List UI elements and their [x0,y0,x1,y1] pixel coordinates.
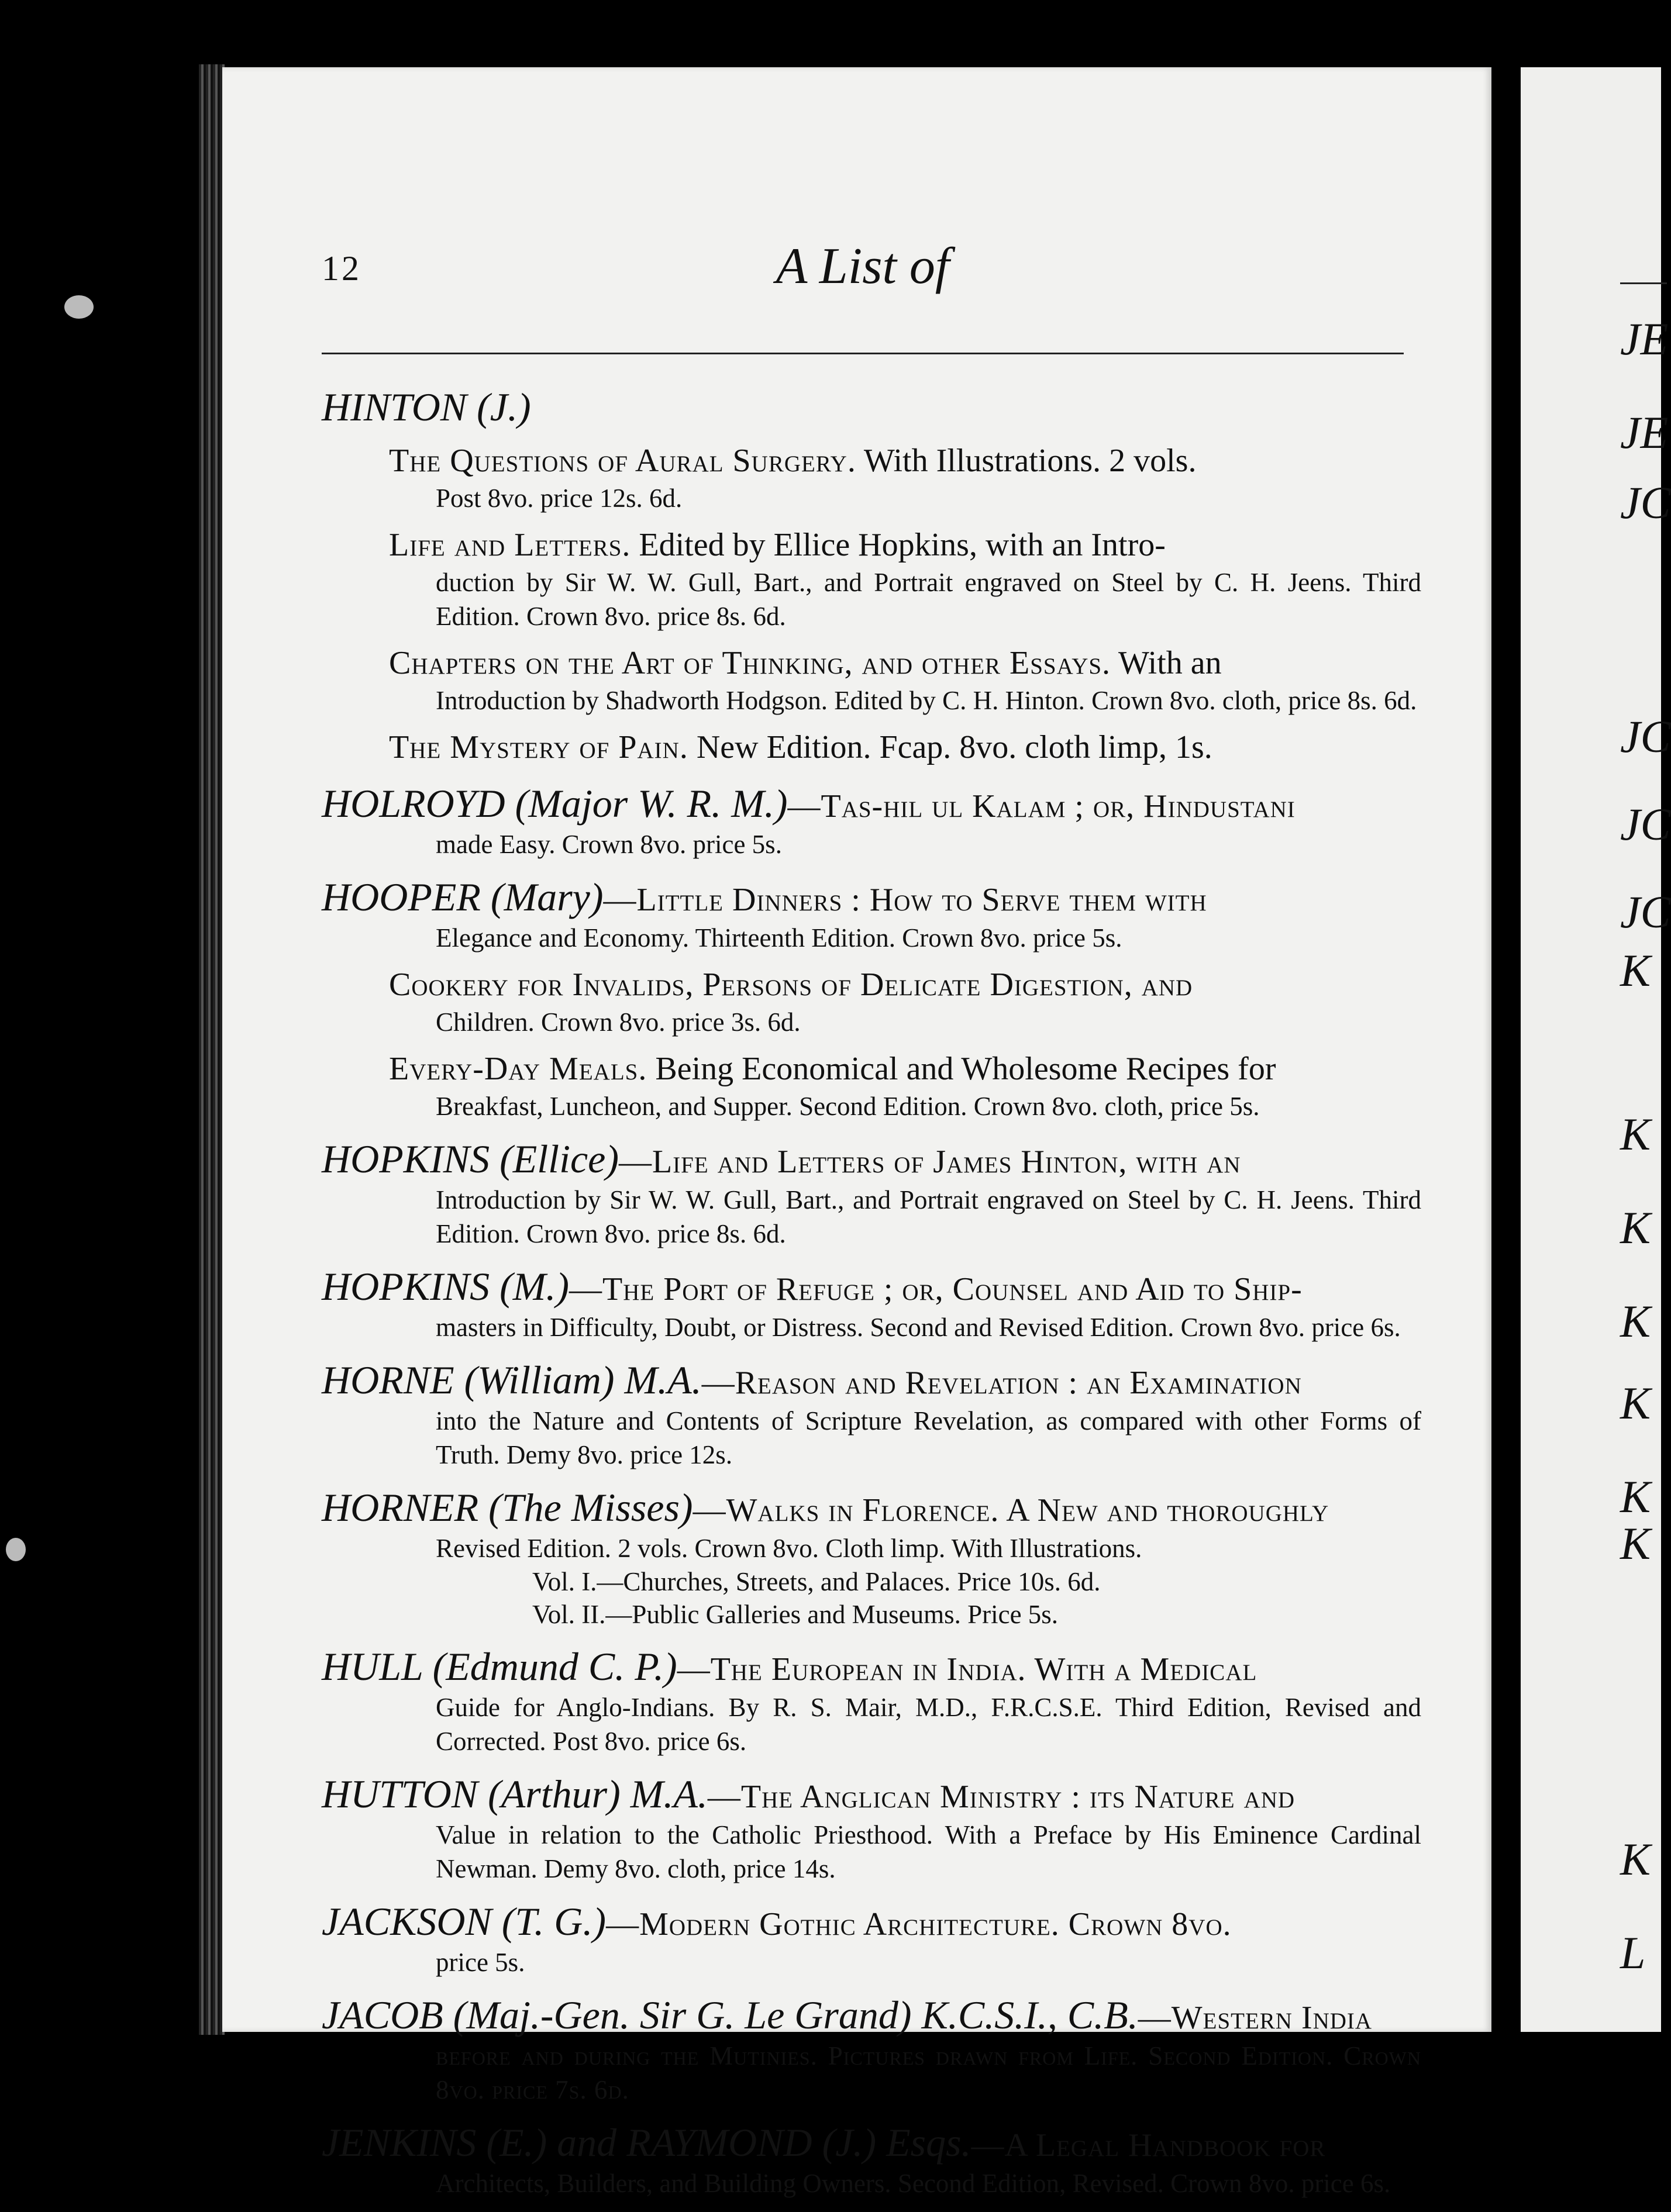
entry-author: HUTTON (Arthur) M.A. [322,1772,708,1816]
book-title-line [389,1048,1421,1089]
entry-detail: Value in relation to the Catholic Priesthood. With a Preface by His Eminence Cardinal Newman. Demy 8vo. cloth, price 14s. [436,1820,1421,1883]
entry-author: HOLROYD (Major W. R. M.) [322,781,788,826]
book-title-after: Edited by Ellice Hopkins, with an Intro- [630,527,1166,563]
book-item [322,727,1421,768]
entry-hooper [322,873,1421,1123]
entry-author: JACOB (Maj.-Gen. Sir G. Le Grand) K.C.S.I., C.B. [322,1993,1138,2037]
entry-author: JENKINS (E.) and RAYMOND (J.) Esqs. [322,2120,971,2165]
entry-author: HOPKINS (M.) [322,1264,570,1309]
entry-head [322,1262,1421,1310]
entry-holroyd [322,779,1421,861]
entry-head [322,1770,1421,1818]
entry-title: —The Anglican Ministry : its Nature and [707,1779,1296,1815]
entry-horne [322,1356,1421,1472]
entry-author: HORNE (William) M.A. [322,1358,702,1402]
book-title-after: Being Economical and Wholesome Recipes for [647,1051,1276,1087]
entry-author: HOOPER (Mary) [322,875,604,919]
book-title-line [389,440,1421,481]
entry-author: HULL (Edmund C. P.) [322,1644,677,1689]
book-title: Life and Letters. [389,527,631,563]
catalogue-list [322,383,1421,2212]
running-head [322,237,1404,301]
book-title: Cookery for Invalids, Persons of Delicate Digestion, and [389,967,1193,1003]
entry-title: —Tas-hil ul Kalam ; or, Hindustani [787,788,1296,824]
facing-page-rule [1620,282,1667,284]
entry-head [322,1356,1421,1404]
entry-author: HORNER (The Misses) [322,1485,693,1530]
book-page [222,67,1491,2198]
entry-head [322,873,1421,921]
entry-title: —Life and Letters of James Hinton, with an [618,1144,1241,1180]
entry-title: —A Legal Handbook for [971,2127,1326,2163]
entry-horner [322,1483,1421,1631]
facing-page-fragment: K [1620,1471,1651,1522]
book-title-after: New Edition. Fcap. 8vo. cloth limp, 1s. [688,729,1212,765]
entry-title: —Walks in Florence. A New and thoroughly [692,1492,1329,1528]
book-detail: Children. Crown 8vo. price 3s. 6d. [436,1007,801,1037]
entry-detail: Introduction by Sir W. W. Gull, Bart., and Portrait engraved on Steel by C. H. Jeens. Third Edition. Crown 8vo. price 8s. 6d. [436,1185,1421,1248]
entry-hull [322,1642,1421,1758]
entry-title: —Western India [1138,2000,1373,2036]
entry-jenkins [322,2118,1421,2200]
entry-jackson [322,1897,1421,1979]
facing-page-fragment: JC [1620,886,1671,937]
facing-page-fragment: JE [1620,407,1669,458]
entry-detail: Architects, Builders, and Building Owners. Second Edition, Revised. Crown 8vo. price 6s. [436,2169,1391,2198]
entry-hinton [322,383,1421,768]
entry-head [322,779,1421,827]
entry-author: HINTON (J.) [322,385,531,429]
entry-head [322,1642,1421,1690]
book-title-line [389,524,1421,565]
entry-head [322,2118,1421,2166]
facing-page-fragment: JC [1620,799,1671,850]
entry-detail: before and during the Mutinies. Pictures drawn from Life. Second Edition. Crown 8vo. price 7s. 6d. [436,2041,1421,2104]
page-edge-shadow [199,64,225,2035]
book-item [322,643,1421,717]
facing-page-fragment: JC [1620,477,1671,528]
entry-hopkins-ellice [322,1135,1421,1251]
book-detail: Introduction by Shadworth Hodgson. Edited by C. H. Hinton. Crown 8vo. cloth, price 8s. 6d. [436,686,1417,715]
facing-page-fragment: L [1620,1927,1646,1978]
facing-page-fragment: K [1620,1518,1651,1569]
book-item [322,524,1421,633]
entry-author: HOPKINS (Ellice) [322,1137,619,1181]
entry-detail: into the Nature and Contents of Scripture Revelation, as compared with other Forms of Truth. Demy 8vo. price 12s. [436,1406,1421,1469]
entry-detail: made Easy. Crown 8vo. price 5s. [436,830,782,859]
entry-detail: Guide for Anglo-Indians. By R. S. Mair, M.D., F.R.C.S.E. Third Edition, Revised and Corrected. Post 8vo. price 6s. [436,1693,1421,1756]
book-item [322,1048,1421,1123]
volume-line: Vol. II.—Public Galleries and Museums. Price 5s. [532,1600,1059,1629]
entry-head [322,1135,1421,1183]
entry-title: —Little Dinners : How to Serve them with [603,882,1207,918]
book-detail: duction by Sir W. W. Gull, Bart., and Portrait engraved on Steel by C. H. Jeens. Third Edition. Crown 8vo. price 8s. 6d. [436,568,1421,631]
entry-head [322,1897,1421,1945]
book-title: Chapters on the Art of Thinking, and other Essays. [389,645,1111,681]
entry-detail: Elegance and Economy. Thirteenth Edition. Crown 8vo. price 5s. [436,923,1122,953]
book-title-after: With an [1111,645,1222,681]
book-item [322,964,1421,1039]
book-title: The Mystery of Pain. [389,729,688,765]
book-item [322,440,1421,515]
book-title: Every-Day Meals. [389,1051,647,1087]
entry-jacob [322,1991,1421,2107]
book-title-after: With Illustrations. 2 vols. [856,443,1197,479]
entry-hopkins-m [322,1262,1421,1344]
facing-page-fragment: K [1620,945,1651,996]
book-title-line [389,643,1421,684]
running-title: A List of [776,238,950,295]
book-title-line [389,964,1421,1005]
facing-page-fragment: JE [1620,313,1669,364]
entry-author: JACKSON (T. G.) [322,1899,607,1944]
book-detail: Post 8vo. price 12s. 6d. [436,484,683,513]
book-title: The Questions of Aural Surgery. [389,443,856,479]
header-rule [322,353,1404,354]
entry-head [322,1991,1421,2039]
entry-title: —The Port of Refuge ; or, Counsel and Aid to Ship- [569,1271,1303,1307]
entry-title: —The European in India. With a Medical [677,1651,1257,1688]
facing-page-fragment: K [1620,1296,1651,1347]
entry-hutton [322,1770,1421,1886]
scan-speck [64,295,94,319]
scan-speck [6,1538,26,1561]
entry-head [322,1483,1421,1531]
entry-title: —Reason and Revelation : an Examination [701,1365,1302,1401]
entry-detail: Revised Edition. 2 vols. Crown 8vo. Cloth limp. With Illustrations. [436,1534,1142,1563]
entry-detail: price 5s. [436,1948,525,1977]
facing-page-fragment: K [1620,1202,1651,1253]
facing-page-edge [1521,67,1671,2032]
book-detail: Breakfast, Luncheon, and Supper. Second Edition. Crown 8vo. cloth, price 5s. [436,1092,1260,1121]
book-title-line [389,727,1421,768]
entry-title: —Modern Gothic Architecture. Crown 8vo. [606,1906,1232,1942]
volume-line: Vol. I.—Churches, Streets, and Palaces. Price 10s. 6d. [532,1567,1101,1596]
facing-page-fragment: K [1620,1109,1651,1160]
facing-page-fragment: JC [1620,711,1671,762]
facing-page-fragment: K [1620,1378,1651,1428]
page-number: 12 [322,249,361,288]
facing-page-fragment: K [1620,1834,1651,1885]
entry-detail: masters in Difficulty, Doubt, or Distress. Second and Revised Edition. Crown 8vo. price 6s. [436,1313,1401,1342]
